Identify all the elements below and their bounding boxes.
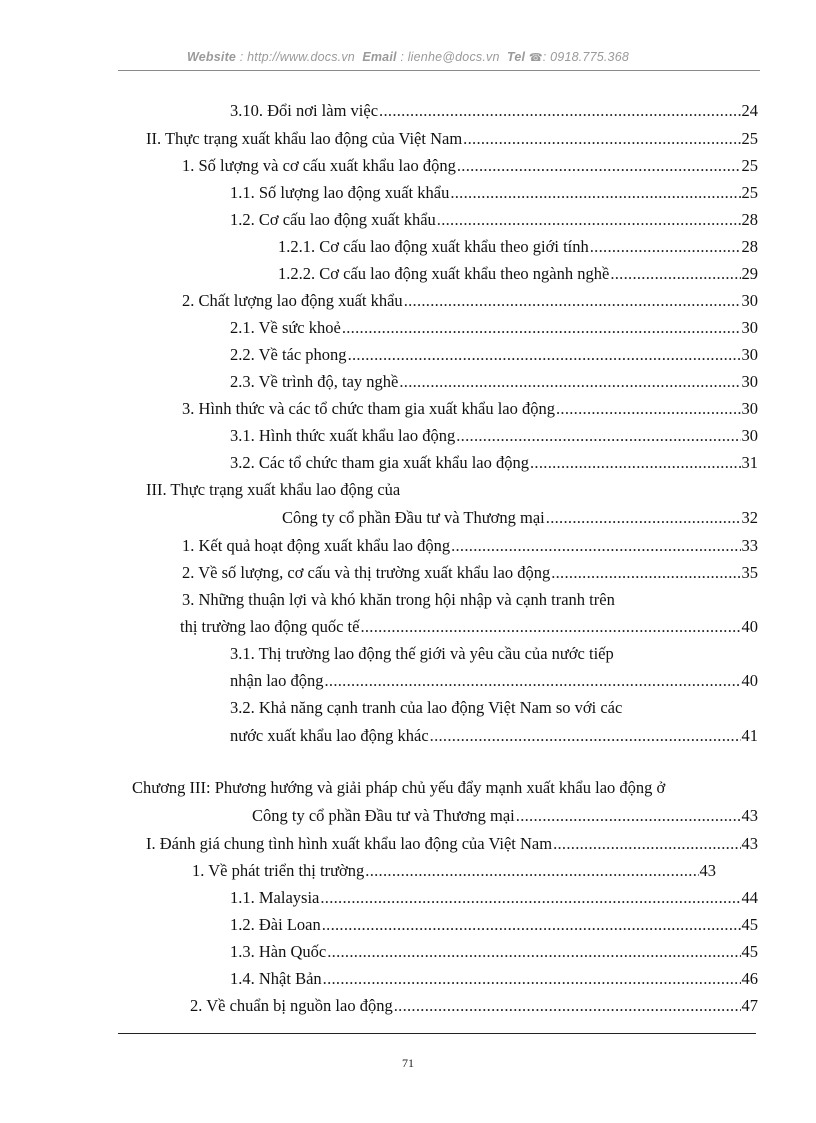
toc-entry: 2.2. Về tác phong ..... 30 bbox=[230, 345, 758, 367]
toc-entry: 2.3. Về trình độ, tay nghề ..... 30 bbox=[230, 372, 758, 394]
website-label: Website bbox=[186, 50, 237, 64]
chapter-heading: Chương III: Phương hướng và giải pháp chủ yếu đẩy mạnh xuất khẩu lao động ở bbox=[132, 778, 666, 797]
toc-entry: 2.1. Về sức khoẻ ..... 30 bbox=[230, 318, 758, 340]
toc-entry: 1.1. Số lượng lao động xuất khẩu ..... 25 bbox=[230, 183, 758, 205]
toc-entry: 1. Số lượng và cơ cấu xuất khẩu lao động ..... 25 bbox=[182, 156, 758, 178]
toc-entry: 1.2.1. Cơ cấu lao động xuất khẩu theo giới tính ..... 28 bbox=[278, 237, 758, 259]
email-label: Email bbox=[362, 50, 397, 64]
toc-entry: 1.3. Hàn Quốc ..... 45 bbox=[230, 942, 758, 964]
toc-entry: 1.4. Nhật Bản ..... 46 bbox=[230, 969, 758, 991]
toc-entry: II. Thực trạng xuất khẩu lao động của Việt Nam ..... 25 bbox=[146, 129, 758, 151]
toc-entry-heading: 3.2. Khả năng cạnh tranh của lao động Việt Nam so với các bbox=[230, 698, 623, 717]
toc-entry: Công ty cổ phần Đầu tư và Thương mại ..... 43 bbox=[252, 806, 758, 828]
toc-entry-heading: 3.1. Thị trường lao động thế giới và yêu cầu của nước tiếp bbox=[230, 644, 614, 663]
page-header bbox=[0, 50, 816, 64]
phone-icon: ☎ bbox=[528, 52, 543, 64]
footer-divider bbox=[118, 1033, 756, 1034]
toc-entry: 3.2. Các tổ chức tham gia xuất khẩu lao động ..... 31 bbox=[230, 453, 758, 475]
toc-entry: Công ty cổ phần Đầu tư và Thương mại ..... 32 bbox=[282, 508, 758, 530]
toc-entry: nhận lao động ..... 40 bbox=[230, 671, 758, 693]
toc-entry-heading: III. Thực trạng xuất khẩu lao động của bbox=[146, 480, 401, 499]
toc-entry: 1.2. Đài Loan ..... 45 bbox=[230, 915, 758, 937]
tel-label: Tel bbox=[507, 50, 526, 64]
toc-entry-heading: 3. Những thuận lợi và khó khăn trong hội nhập và cạnh tranh trên bbox=[182, 590, 615, 609]
toc-entry: 1.2. Cơ cấu lao động xuất khẩu ..... 28 bbox=[230, 210, 758, 232]
page-number: 71 bbox=[402, 1056, 414, 1070]
toc-entry: 3.10. Đổi nơi làm việc ..... 24 bbox=[230, 101, 758, 123]
tel-value: : 0918.775.368 bbox=[542, 50, 630, 64]
toc-entry: 2. Về chuẩn bị nguồn lao động ..... 47 bbox=[190, 996, 758, 1018]
toc-entry: 1. Kết quả hoạt động xuất khẩu lao động ..... 33 bbox=[182, 536, 758, 558]
header-divider bbox=[118, 70, 760, 71]
toc-entry: 2. Chất lượng lao động xuất khẩu ..... 30 bbox=[182, 291, 758, 313]
toc-entry: 1. Về phát triển thị trường ..... 43 bbox=[192, 861, 716, 883]
toc-entry: 3.1. Hình thức xuất khẩu lao động ..... 30 bbox=[230, 426, 758, 448]
toc-entry: I. Đánh giá chung tình hình xuất khẩu lao động của Việt Nam ..... 43 bbox=[146, 834, 758, 856]
website-value: : http://www.docs.vn bbox=[239, 50, 355, 64]
toc-entry: 1.2.2. Cơ cấu lao động xuất khẩu theo ngành nghề ..... 29 bbox=[278, 264, 758, 286]
toc-entry: 3. Hình thức và các tổ chức tham gia xuất khẩu lao động ..... 30 bbox=[182, 399, 758, 421]
toc-entry: 1.1. Malaysia ..... 44 bbox=[230, 888, 758, 910]
toc-entry: thị trường lao động quốc tế ..... 40 bbox=[180, 617, 758, 639]
toc-entry: 2. Về số lượng, cơ cấu và thị trường xuất khẩu lao động ..... 35 bbox=[182, 563, 758, 585]
toc-entry: nước xuất khẩu lao động khác ..... 41 bbox=[230, 726, 758, 748]
email-value: : lienhe@docs.vn bbox=[400, 50, 500, 64]
